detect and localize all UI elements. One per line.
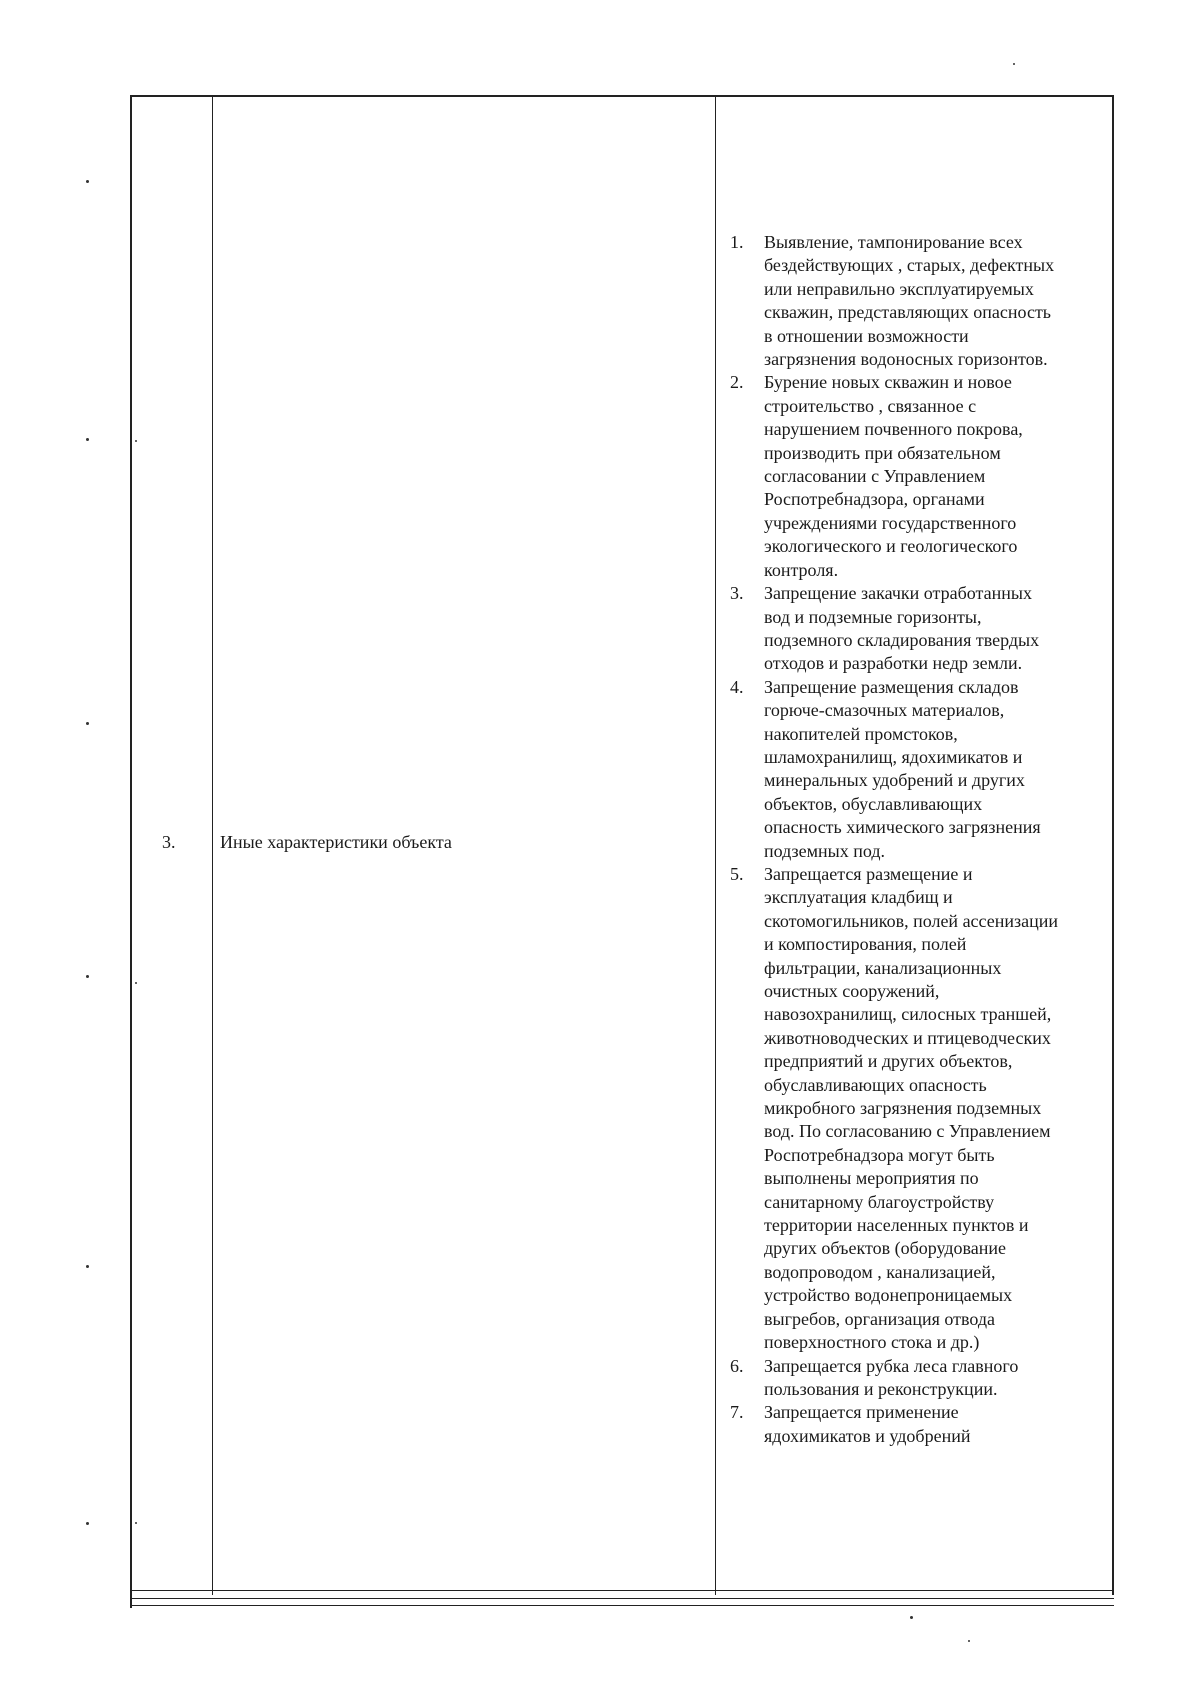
scan-speck [86, 1265, 89, 1268]
requirement-text: Бурение новых скважин и новое строительство , связанное с нарушением почвенного покрова, производить при обязательном согласовании с Управлением Роспотребнадзора, органами учреждениями государственного экологического и геологического контроля. [764, 372, 1023, 580]
requirement-number: 4. [730, 676, 744, 697]
requirement-number: 1. [730, 232, 744, 252]
table-bottom-border [130, 1590, 1114, 1591]
scan-speck [135, 1522, 137, 1524]
requirement-text: Запрещение закачки отработанных вод и подземные горизонты, подземного складирования твердых отходов и разработки недр земли. [764, 583, 1040, 674]
requirement-text: Запрещается рубка леса главного пользования и реконструкции. [764, 1355, 1019, 1399]
requirement-item [726, 1401, 1110, 1448]
scan-speck [86, 180, 89, 183]
column-divider-value [715, 95, 716, 1595]
scan-speck [86, 438, 89, 441]
table-bottom-border-triple [130, 1605, 1114, 1606]
requirement-text: Запрещается размещение и эксплуатация кладбищ и скотомогильников, полей ассенизации и компостирования, полей фильтрации, канализационных очистных сооружений, навозохранилищ, силосных траншей, животноводческих и птицеводческих предприятий и других объектов, обуславливающих опасность микробного загрязнения подземных вод. По согласованию с Управлением Роспотребнадзора могут быть выполнены мероприятия по санитарному благоустройству территории населенных пунктов и других объектов (оборудование водопроводом , канализацией, устройство водонепроницаемых выгребов, организация отвода поверхностного стока и др.) [764, 863, 1059, 1353]
requirement-item [726, 676, 1110, 863]
requirement-item [726, 582, 1110, 676]
scan-speck [910, 1616, 913, 1619]
row-label: Иные характеристики объекта [220, 832, 452, 852]
requirement-item [726, 371, 1110, 582]
requirements-list [726, 231, 1110, 1448]
scan-speck [135, 440, 137, 442]
table-bottom-border-double [130, 1598, 1114, 1599]
table-left-border [130, 95, 132, 1608]
table-top-border [130, 95, 1114, 97]
scan-speck [86, 722, 89, 725]
requirement-text: Выявление, тампонирование всех бездействующих , старых, дефектных или неправильно эксплуатируемых скважин, представляющих опасность в отношении возможности загрязнения водоносных горизонтов. [764, 232, 1055, 370]
requirement-number: 3. [730, 583, 744, 604]
requirement-text: Запрещается применение ядохимикатов и удобрений [764, 1402, 971, 1446]
requirement-number: 7. [730, 1402, 744, 1423]
scan-speck [135, 982, 137, 984]
requirement-item [726, 863, 1110, 1355]
column-divider-number [212, 95, 213, 1595]
row-number: 3. [162, 832, 176, 852]
requirement-item [726, 231, 1110, 371]
requirement-number: 6. [730, 1355, 744, 1376]
requirement-item [726, 1355, 1110, 1402]
scan-speck [1013, 63, 1015, 65]
requirement-number: 5. [730, 863, 744, 884]
requirement-number: 2. [730, 372, 744, 393]
scan-speck [968, 1640, 970, 1642]
scan-speck [86, 1522, 89, 1525]
table-right-border [1112, 95, 1114, 1595]
scan-speck [86, 975, 89, 978]
requirement-text: Запрещение размещения складов горюче-смазочных материалов, накопителей промстоков, шламохранилищ, ядохимикатов и минеральных удобрений и других объектов, обуславливающих опасность химического загрязнения подземных под. [764, 676, 1041, 861]
